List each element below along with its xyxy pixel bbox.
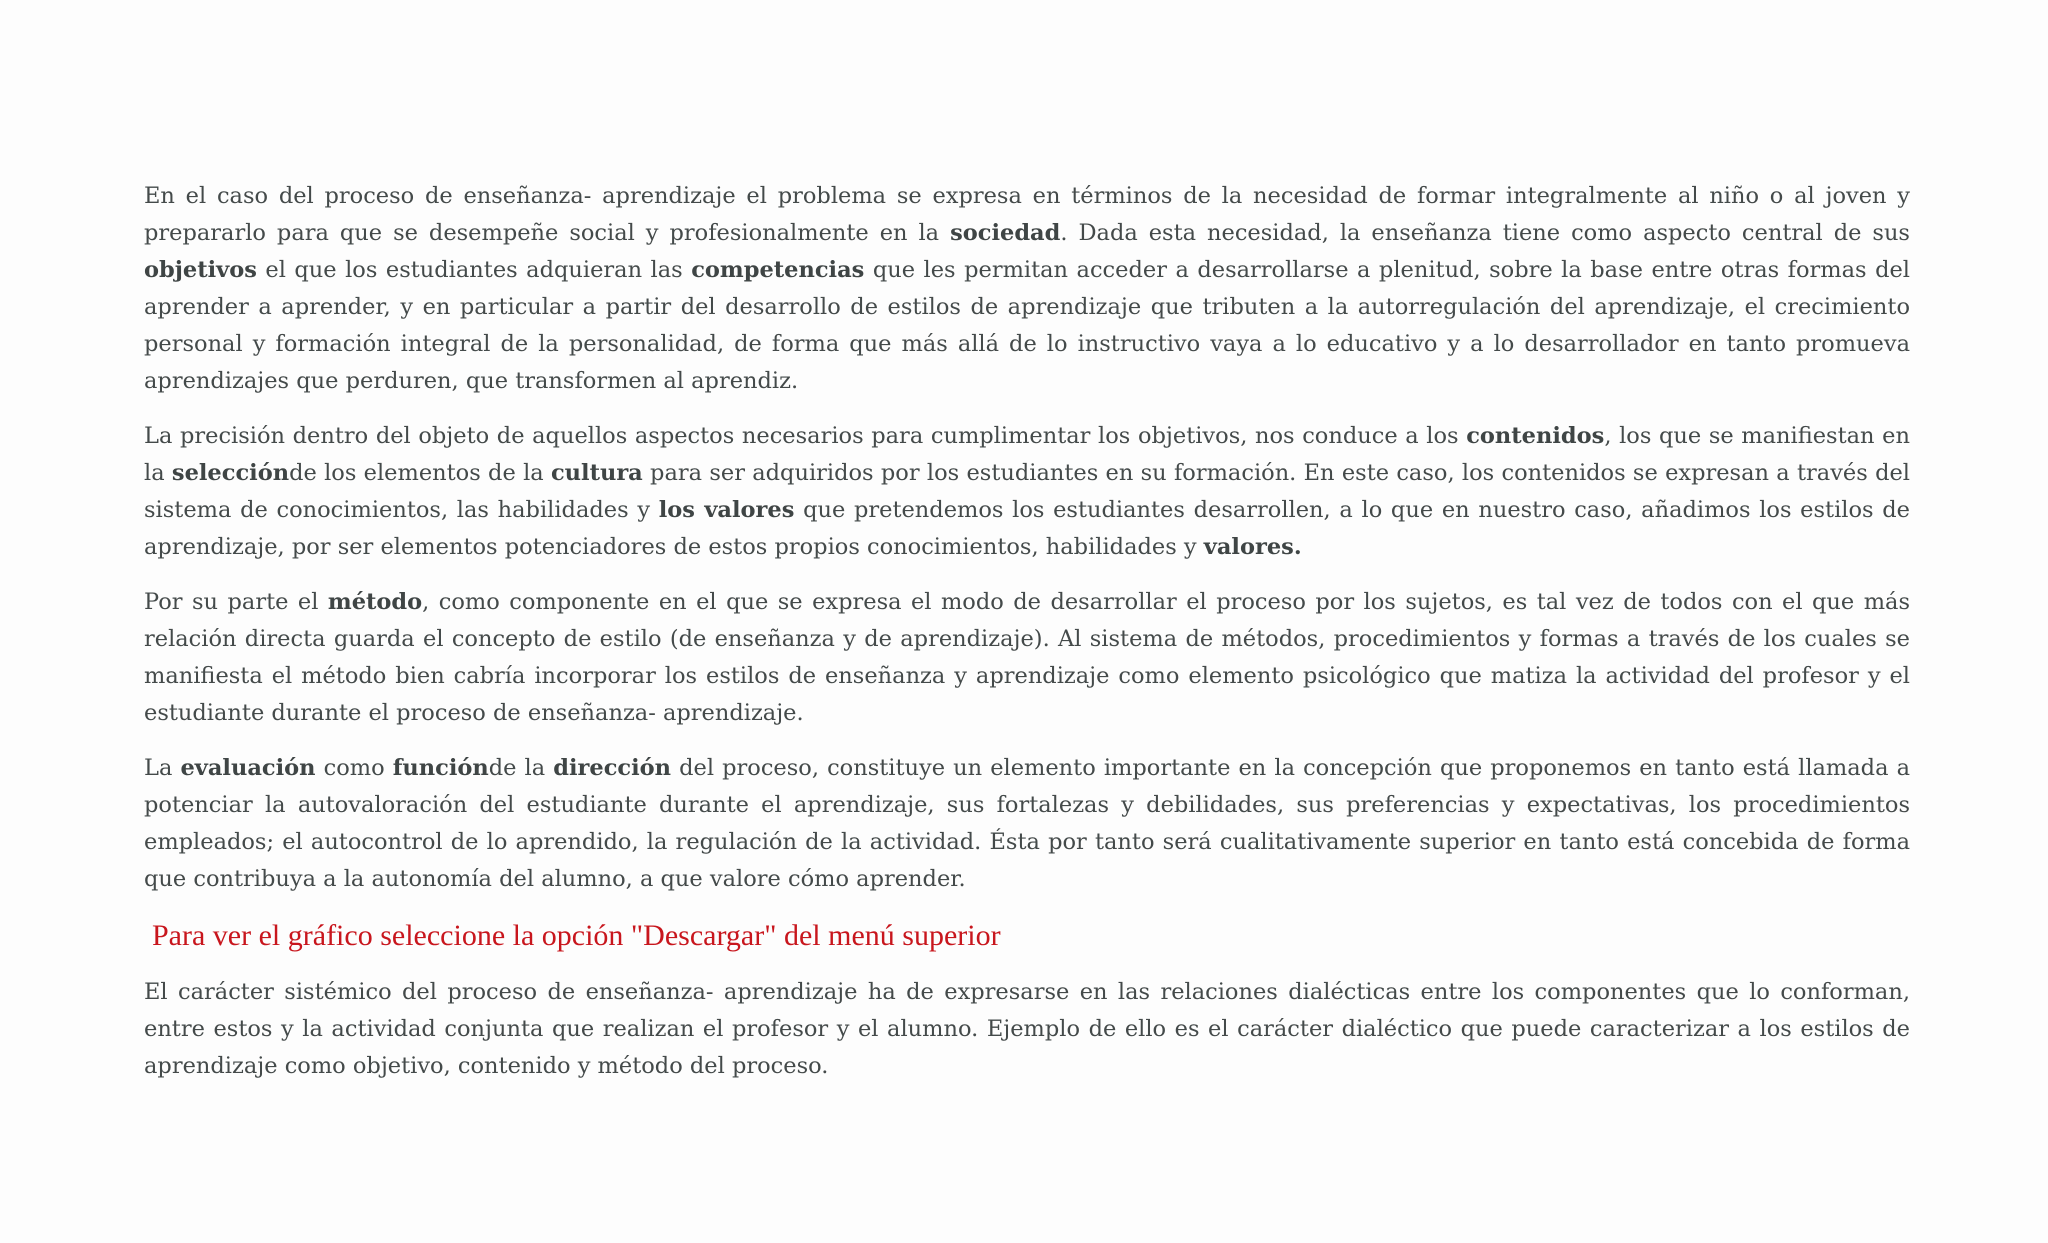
keyword-valores: valores. (1203, 534, 1302, 560)
keyword-sociedad: sociedad (950, 220, 1061, 246)
text-run: , los que se manifiestan en la (144, 423, 1910, 486)
paragraph-evaluation (144, 750, 1910, 898)
article-body (144, 178, 1910, 1103)
keyword-funcion: función (392, 755, 489, 781)
paragraph-method (144, 584, 1910, 732)
paragraph-objectives (144, 178, 1910, 400)
text-run: que pretendemos los estudiantes desarrollen, a lo que en nuestro caso, añadimos los estilos de aprendizaje, por ser elementos potenciadores de estos propios conocimientos, habilidades y (144, 497, 1910, 560)
text-run: . Dada esta necesidad, la enseñanza tiene como aspecto central de sus (1060, 220, 1910, 246)
text-run: El carácter sistémico del proceso de enseñanza- aprendizaje ha de expresarse en las relaciones dialécticas entre los componentes que lo conforman, entre estos y la actividad conjunta que realizan el profesor y el alumno. Ejemplo de ello es el carácter dialéctico que puede caracterizar a los estilos de aprendizaje como objetivo, contenido y método del proceso. (144, 979, 1910, 1079)
keyword-los-valores: los valores (658, 497, 795, 523)
text-run: de los elementos de la (289, 460, 551, 486)
keyword-competencias: competencias (691, 257, 865, 283)
keyword-metodo: método (327, 589, 423, 615)
keyword-seleccion: selección (171, 460, 290, 486)
text-run: La (144, 755, 181, 781)
text-run: La precisión dentro del objeto de aquellos aspectos necesarios para cumplimentar los objetivos, nos conduce a los (144, 423, 1467, 449)
text-run: , como componente en el que se expresa el modo de desarrollar el proceso por los sujetos, es tal vez de todos con el que más relación directa guarda el concepto de estilo (de enseñanza y de aprendizaje). Al sistema de métodos, procedimientos y formas a través de los cuales se manifiesta el método bien cabría incorporar los estilos de enseñanza y aprendizaje como elemento psicológico que matiza la actividad del profesor y el estudiante durante el proceso de enseñanza- aprendizaje. (144, 589, 1910, 726)
text-run: En el caso del proceso de enseñanza- aprendizaje el problema se expresa en términos de la necesidad de formar integralmente al niño o al joven y prepararlo para que se desempeñe social y profesionalmente en la (144, 183, 1910, 246)
keyword-cultura: cultura (550, 460, 643, 486)
text-run: como (315, 755, 393, 781)
keyword-evaluacion: evaluación (180, 755, 316, 781)
text-run: Por su parte el (144, 589, 328, 615)
download-graphic-notice: Para ver el gráfico seleccione la opción "Descargar" del menú superior (152, 919, 1001, 952)
text-run: el que los estudiantes adquieran las (256, 257, 692, 283)
paragraph-contents (144, 418, 1910, 566)
text-run: del proceso, constituye un elemento importante en la concepción que proponemos en tanto está llamada a potenciar la autovaloración del estudiante durante el aprendizaje, sus fortalezas y debilidades, sus preferencias y expectativas, los procedimientos empleados; el autocontrol de lo aprendido, la regulación de la actividad. Ésta por tanto será cualitativamente superior en tanto está concebida de forma que contribuya a la autonomía del alumno, a que valore cómo aprender. (144, 755, 1911, 892)
paragraph-systemic (144, 974, 1910, 1085)
text-run: de la (488, 755, 554, 781)
keyword-direccion: dirección (553, 755, 672, 781)
text-run: que les permitan acceder a desarrollarse a plenitud, sobre la base entre otras formas del aprender a aprender, y en particular a partir del desarrollo de estilos de aprendizaje que tributen a la autorregulación del aprendizaje, el crecimiento personal y formación integral de la personalidad, de forma que más allá de lo instructivo vaya a lo educativo y a lo desarrollador en tanto promueva aprendizajes que perduren, que transformen al aprendiz. (144, 257, 1910, 394)
text-run: para ser adquiridos por los estudiantes en su formación. En este caso, los contenidos se expresan a través del sistema de conocimientos, las habilidades y (144, 460, 1910, 523)
keyword-objetivos: objetivos (144, 257, 257, 283)
keyword-contenidos: contenidos (1466, 423, 1605, 449)
